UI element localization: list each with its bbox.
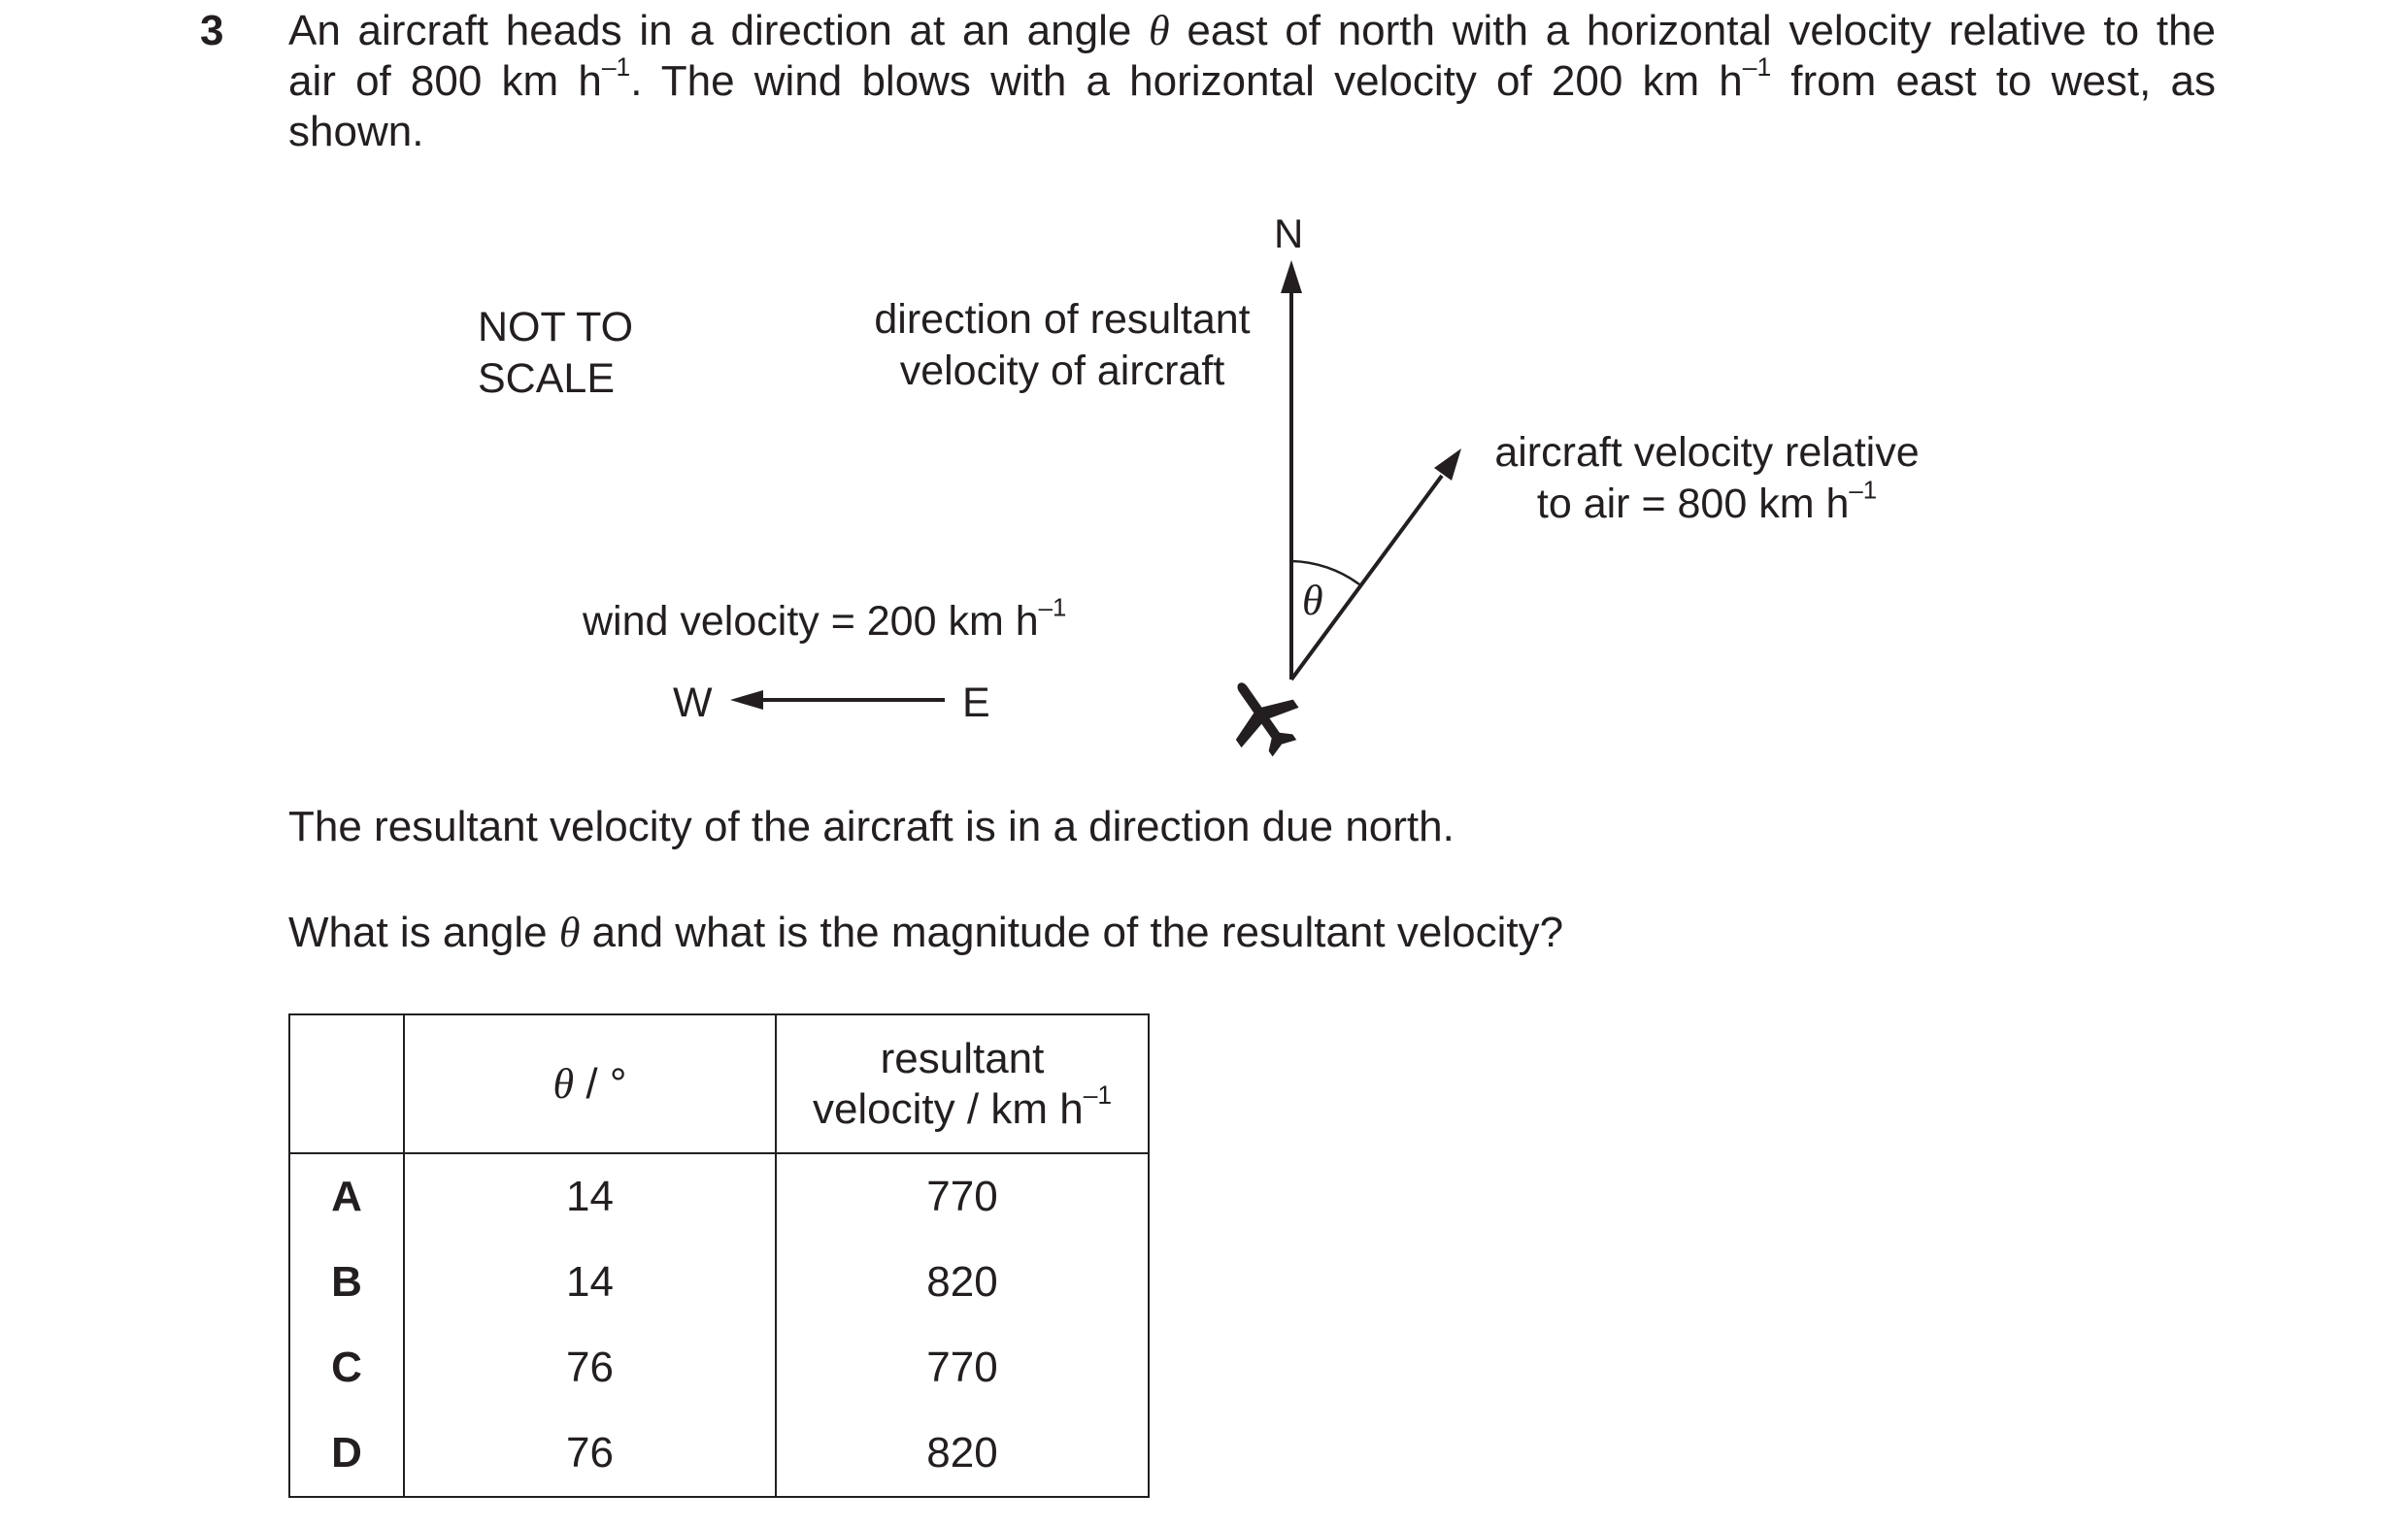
air-velocity-arrow-head (1434, 448, 1461, 481)
header-blank-cell (289, 1014, 404, 1153)
option-key: C (289, 1325, 404, 1411)
velocity-header-line-1: resultant (880, 1034, 1045, 1082)
question-text: An aircraft heads in a direction at an angle (288, 7, 1150, 54)
wind-label-text: wind velocity = 200 km h (583, 598, 1039, 645)
air-velocity-label (1464, 427, 1950, 530)
statement-text: The resultant velocity of the aircraft is in a direction due north. (288, 803, 1455, 850)
exponent: –1 (1849, 477, 1878, 505)
velocity-header-line-2 (777, 1079, 1148, 1135)
header-velocity-cell (776, 1014, 1149, 1153)
question-text: . The wind blows with a horizontal velocity of 200 km h (630, 57, 1743, 105)
table-header-row (289, 1014, 1149, 1153)
wind-arrow-head (730, 690, 763, 710)
option-theta: 14 (404, 1153, 776, 1240)
question-number: 3 (200, 7, 224, 54)
velocity-header-text: velocity / km h (812, 1084, 1084, 1133)
option-theta: 76 (404, 1325, 776, 1411)
option-key: D (289, 1411, 404, 1497)
option-key: A (289, 1153, 404, 1240)
question-text: east of north with a horizontal velocity relative to the (1169, 7, 2217, 54)
option-theta: 14 (404, 1240, 776, 1325)
resultant-label-line-2: velocity of aircraft (899, 348, 1225, 394)
option-velocity: 820 (776, 1411, 1149, 1497)
header-theta-cell (404, 1014, 776, 1153)
prompt-part: What is angle (288, 909, 559, 956)
theta-symbol: θ (552, 1059, 575, 1108)
answer-options-table (288, 1013, 1150, 1498)
not-to-scale-line-2: SCALE (478, 355, 616, 402)
north-label: N (1274, 211, 1304, 256)
air-label-line-1: aircraft velocity relative (1494, 429, 1920, 476)
air-label-line-2 (1464, 479, 1950, 530)
prompt-text (288, 908, 1563, 958)
exponent: –1 (1083, 1079, 1113, 1110)
table-row[interactable] (289, 1325, 1149, 1411)
exponent: –1 (601, 52, 631, 83)
table-row[interactable] (289, 1153, 1149, 1240)
airplane-icon (1211, 663, 1314, 768)
option-key: B (289, 1240, 404, 1325)
not-to-scale-label (478, 302, 633, 405)
exponent: –1 (1742, 52, 1772, 83)
resultant-arrow-head (1281, 260, 1302, 293)
question-line-3: shown. (288, 108, 424, 155)
wind-velocity-label (583, 596, 1066, 647)
resultant-label-line-1: direction of resultant (874, 296, 1251, 343)
east-label: E (962, 680, 990, 726)
west-label: W (673, 680, 713, 726)
theta-symbol: θ (1149, 7, 1170, 54)
question-text: from east to west, as (1771, 57, 2217, 105)
exponent: –1 (1038, 594, 1067, 622)
question-text: air of 800 km h (288, 57, 602, 105)
option-velocity: 770 (776, 1325, 1149, 1411)
table-row[interactable] (289, 1411, 1149, 1497)
resultant-direction-label (834, 294, 1290, 397)
not-to-scale-line-1: NOT TO (478, 304, 634, 350)
theta-symbol: θ (558, 909, 581, 956)
degree-unit: / ° (574, 1059, 627, 1108)
air-label-text: to air = 800 km h (1536, 481, 1850, 527)
option-theta: 76 (404, 1411, 776, 1497)
option-velocity: 820 (776, 1240, 1149, 1325)
angle-theta-label: θ (1302, 577, 1323, 624)
prompt-part: and what is the magnitude of the resultant velocity? (580, 909, 1564, 956)
option-velocity: 770 (776, 1153, 1149, 1240)
table-row[interactable] (289, 1240, 1149, 1325)
